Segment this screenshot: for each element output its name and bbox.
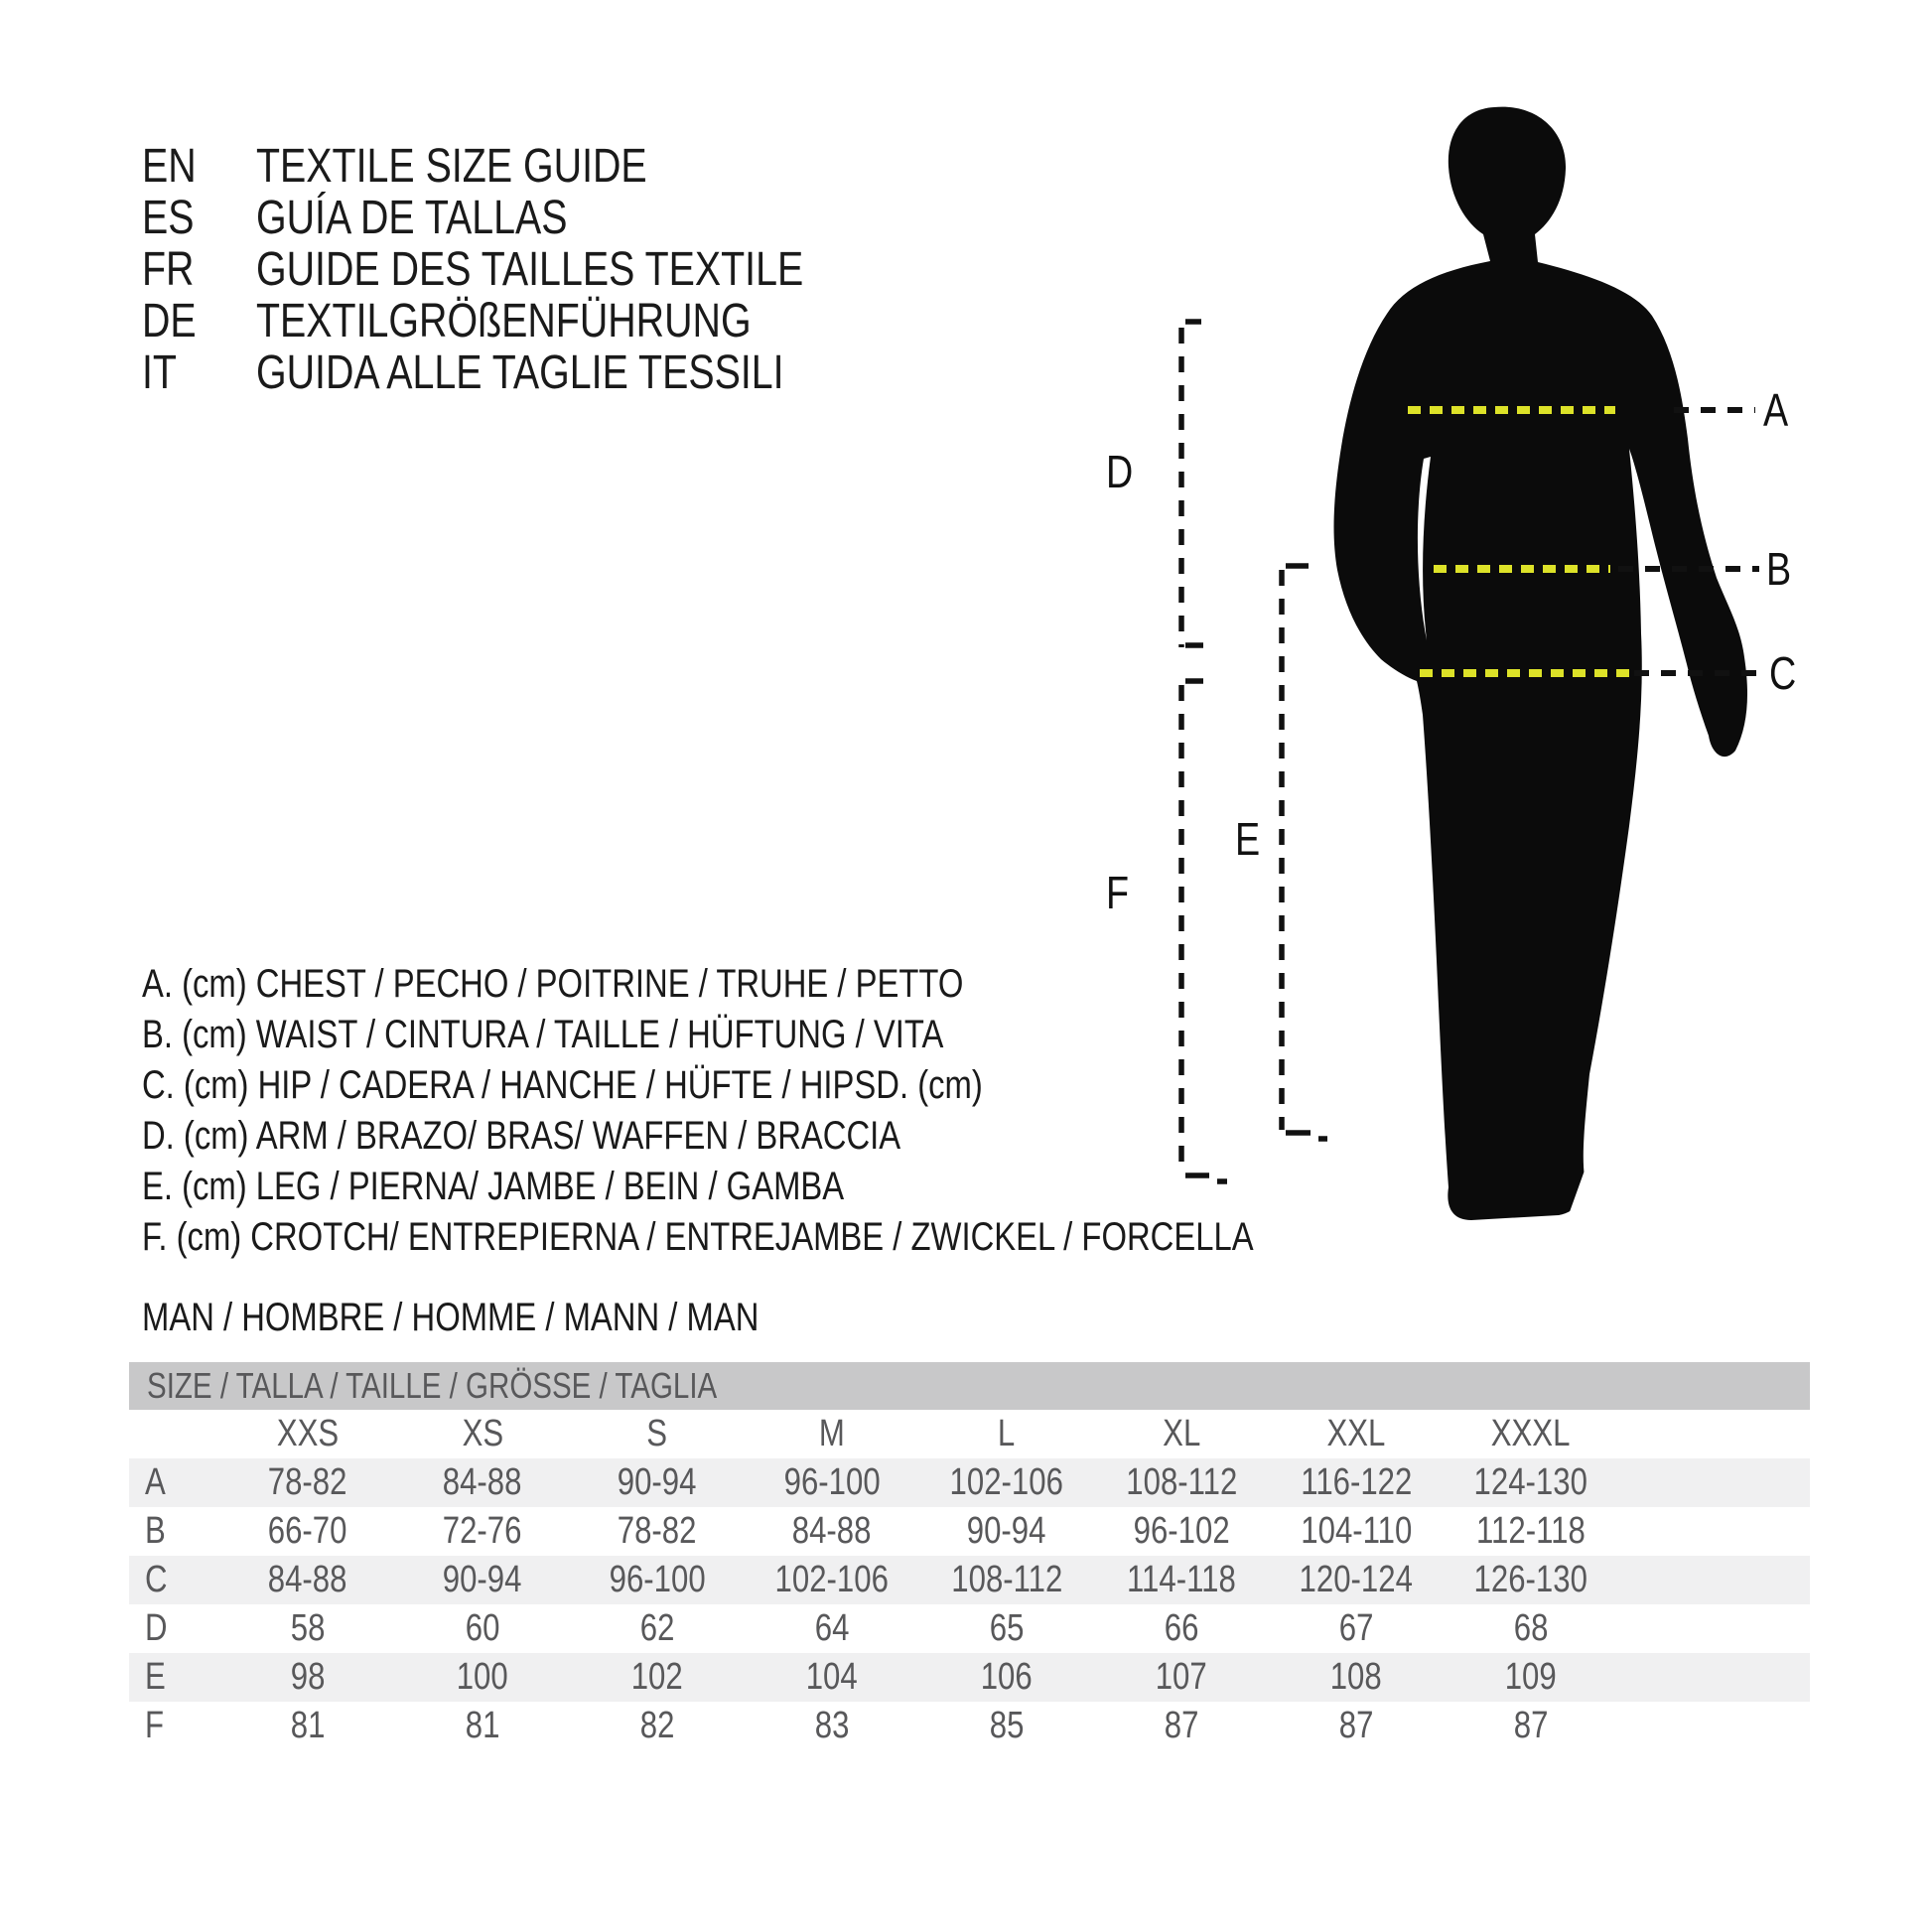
language-code: DE (142, 295, 197, 347)
table-value: 85 (989, 1705, 1025, 1746)
table-value: 87 (1164, 1705, 1199, 1746)
size-table-header-bar: SIZE / TALLA / TAILLE / GRÖSSE / TAGLIA (129, 1362, 1810, 1410)
language-row-fr (142, 244, 923, 296)
table-row-hip (129, 1556, 1810, 1604)
table-value: 78-82 (268, 1461, 347, 1503)
measurement-legend (142, 959, 1497, 1263)
table-row-leg (129, 1653, 1810, 1702)
legend-line-chest: A. (cm) CHEST / PECHO / POITRINE / TRUHE / PETTO (142, 962, 964, 1006)
row-label: B (145, 1510, 166, 1552)
table-value: 126-130 (1473, 1559, 1588, 1600)
legend-line-leg: E. (cm) LEG / PIERNA/ JAMBE / BEIN / GAMBA (142, 1165, 845, 1208)
table-value: 81 (465, 1705, 500, 1746)
table-value: 114-118 (1127, 1559, 1236, 1600)
language-row-es (142, 193, 923, 244)
table-value: 72-76 (443, 1510, 522, 1552)
language-title: GUIDA ALLE TAGLIE TESSILI (256, 346, 784, 399)
table-value: 104 (806, 1656, 858, 1698)
table-value: 102 (631, 1656, 683, 1698)
table-value: 84-88 (443, 1461, 522, 1503)
table-value: 68 (1513, 1607, 1549, 1649)
table-row-waist (129, 1507, 1810, 1556)
table-value: 58 (290, 1607, 326, 1649)
row-label: F (145, 1705, 165, 1746)
table-value: 67 (1338, 1607, 1374, 1649)
table-value: 82 (639, 1705, 675, 1746)
table-value: 96-100 (609, 1559, 706, 1600)
table-value: 98 (290, 1656, 326, 1698)
table-value: 64 (814, 1607, 850, 1649)
measure-label-arm: D (1106, 446, 1134, 497)
table-value: 66-70 (268, 1510, 347, 1552)
table-value: 90-94 (443, 1559, 522, 1600)
measure-label-leg: E (1235, 813, 1261, 865)
table-value: 104-110 (1300, 1510, 1413, 1552)
size-table-columns-row (129, 1410, 1810, 1458)
row-label: E (145, 1656, 166, 1698)
table-value: 62 (639, 1607, 675, 1649)
table-value: 124-130 (1473, 1461, 1588, 1503)
size-col-header: M (819, 1413, 845, 1454)
language-row-en (142, 141, 923, 193)
legend-line-arm: D. (cm) ARM / BRAZO/ BRAS/ WAFFEN / BRACCIA (142, 1114, 901, 1158)
language-row-it (142, 347, 923, 399)
table-row-crotch (129, 1702, 1810, 1750)
table-value: 109 (1505, 1656, 1557, 1698)
language-title: TEXTILGRÖßENFÜHRUNG (256, 295, 752, 347)
size-col-header: XXXL (1491, 1413, 1571, 1454)
table-value: 83 (814, 1705, 850, 1746)
language-code: FR (142, 243, 195, 296)
table-value: 108 (1330, 1656, 1382, 1698)
gender-heading: MAN / HOMBRE / HOMME / MANN / MAN (142, 1296, 759, 1339)
size-col-header: XXL (1326, 1413, 1386, 1454)
language-title: TEXTILE SIZE GUIDE (256, 140, 647, 193)
table-value: 60 (465, 1607, 500, 1649)
legend-line-waist: B. (cm) WAIST / CINTURA / TAILLE / HÜFTUNG / VITA (142, 1013, 944, 1056)
table-value: 90-94 (618, 1461, 697, 1503)
table-value: 65 (989, 1607, 1025, 1649)
table-value: 112-118 (1476, 1510, 1586, 1552)
table-value: 100 (457, 1656, 508, 1698)
table-value: 84-88 (268, 1559, 347, 1600)
table-value: 90-94 (967, 1510, 1046, 1552)
language-row-de (142, 296, 923, 347)
table-value: 66 (1164, 1607, 1199, 1649)
table-value: 87 (1338, 1705, 1374, 1746)
table-value: 87 (1513, 1705, 1549, 1746)
table-value: 107 (1156, 1656, 1207, 1698)
size-col-header: XS (462, 1413, 503, 1454)
table-row-arm (129, 1604, 1810, 1653)
table-value: 108-112 (1125, 1461, 1238, 1503)
row-label: A (145, 1461, 166, 1503)
language-code: IT (142, 346, 177, 399)
language-title-block (142, 141, 923, 399)
measure-label-chest: A (1763, 384, 1789, 436)
size-col-header: S (646, 1413, 668, 1454)
measure-label-hip: C (1769, 647, 1797, 699)
legend-line-crotch: F. (cm) CROTCH/ ENTREPIERNA / ENTREJAMBE / ZWICKEL / FORCELLA (142, 1215, 1254, 1259)
language-title: GUÍA DE TALLAS (256, 192, 568, 244)
table-value: 102-106 (949, 1461, 1064, 1503)
table-value: 96-100 (783, 1461, 881, 1503)
table-value: 116-122 (1300, 1461, 1413, 1503)
table-value: 108-112 (950, 1559, 1063, 1600)
table-value: 96-102 (1133, 1510, 1230, 1552)
size-table (129, 1362, 1810, 1750)
table-value: 120-124 (1299, 1559, 1414, 1600)
language-code: ES (142, 192, 195, 244)
size-col-header: XXS (276, 1413, 340, 1454)
table-value: 81 (290, 1705, 326, 1746)
size-col-header: XL (1162, 1413, 1201, 1454)
table-value: 78-82 (618, 1510, 697, 1552)
row-label: C (145, 1559, 168, 1600)
row-label: D (145, 1607, 168, 1649)
size-col-header: L (998, 1413, 1016, 1454)
language-code: EN (142, 140, 197, 193)
language-title: GUIDE DES TAILLES TEXTILE (256, 243, 804, 296)
table-row-chest (129, 1458, 1810, 1507)
table-value: 102-106 (774, 1559, 890, 1600)
legend-line-hip: C. (cm) HIP / CADERA / HANCHE / HÜFTE / HIPSD. (cm) (142, 1063, 983, 1107)
table-value: 84-88 (792, 1510, 872, 1552)
measure-label-crotch: F (1106, 867, 1130, 918)
table-value: 106 (981, 1656, 1033, 1698)
measure-label-waist: B (1766, 543, 1792, 595)
